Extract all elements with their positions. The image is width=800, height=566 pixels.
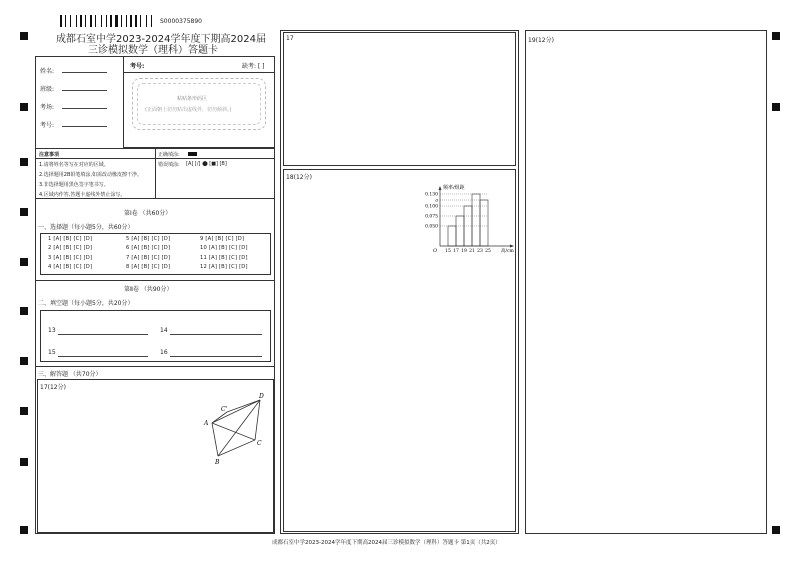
- section-3-title: 三、解答题 （共70分）: [38, 371, 102, 378]
- mc-question-7[interactable]: 7 [A] [B] [C] [D]: [126, 254, 171, 261]
- registration-mark: [20, 103, 28, 111]
- barcode-stripe: [80, 15, 82, 27]
- section-1-title: 第Ⅰ卷 （共60分）: [124, 210, 172, 217]
- histogram-bar: [480, 200, 488, 246]
- x-tick-label: 23: [477, 249, 483, 254]
- section-2-title: 第Ⅱ卷 （共90分）: [124, 286, 173, 293]
- barcode-stripe: [101, 15, 102, 27]
- q18-histogram: [400, 182, 518, 254]
- segment-AD: [212, 400, 260, 423]
- card-title-line1: 成都石室中学2023-2024学年度下期高2024届: [56, 34, 266, 45]
- x-tick-label: 15: [445, 249, 451, 254]
- barcode-number: S0000375890: [160, 18, 202, 25]
- registration-mark: [20, 158, 28, 166]
- name-label: 姓名:: [40, 68, 55, 75]
- histogram-bar: [448, 226, 456, 246]
- blank-13-field[interactable]: [58, 327, 148, 335]
- segment-AB: [212, 423, 218, 456]
- barcode-stripe: [95, 15, 96, 27]
- q17-figure: [200, 392, 272, 466]
- q19-label: 19(12分): [528, 37, 554, 44]
- histogram-bar: [472, 194, 480, 246]
- point-B-label: B: [215, 459, 220, 466]
- divider: [35, 198, 275, 199]
- histogram-bar: [456, 216, 464, 246]
- y-axis-arrow: [439, 186, 442, 190]
- y-tick-label: 0.050: [425, 224, 438, 230]
- divider: [35, 280, 275, 281]
- exam-number-label: 考号:: [130, 63, 145, 70]
- page-footer: 成都石室中学2023-2024学年度下期高2024届三诊模拟数学（理科）答题卡 第1页（共2页）: [272, 540, 501, 546]
- divider: [123, 72, 275, 73]
- mc-question-1[interactable]: 1 [A] [B] [C] [D]: [48, 236, 93, 242]
- mc-question-6[interactable]: 6 [A] [B] [C] [D]: [126, 245, 171, 252]
- mc-question-12[interactable]: 12 [A] [B] [C] [D]: [200, 263, 248, 270]
- correct-fill-sample: [188, 152, 197, 156]
- barcode-paste-inner: [137, 83, 261, 125]
- q18-label: 18(12分): [286, 174, 312, 181]
- wrong-fill-samples: [A] [/] ⬤ [■] [B]: [186, 161, 227, 167]
- note-item: 1.请将姓名等写在对应的区域。: [39, 162, 109, 168]
- barcode-stripe: [140, 15, 141, 27]
- note-item: 4.区域内作答,答题卡虚线外禁止涂写。: [39, 192, 126, 198]
- barcode-stripe: [115, 15, 118, 27]
- registration-mark: [20, 258, 28, 266]
- barcode-stripe: [121, 15, 122, 27]
- barcode-stripe: [60, 15, 62, 27]
- wrong-fill-label: 错误填涂:: [158, 162, 180, 168]
- barcode-stripe: [85, 15, 86, 27]
- divider: [155, 148, 156, 198]
- blank-16-field[interactable]: [170, 349, 262, 357]
- fill-title: 二、填空题（每小题5分，共20分）: [38, 300, 134, 307]
- name-field[interactable]: [62, 64, 107, 73]
- x-tick-label: 19: [461, 249, 467, 254]
- x-tick-label: 21: [469, 249, 475, 254]
- q17-continued-box[interactable]: [283, 32, 516, 166]
- room-label: 考场:: [40, 104, 55, 111]
- point-C-label: C: [257, 440, 262, 447]
- y-axis-label: 频率/组距: [443, 185, 465, 191]
- note-item: 2.选择题用2B铅笔填涂,如需改动橡皮擦干净。: [39, 172, 142, 178]
- mc-question-3[interactable]: 3 [A] [B] [C] [D]: [48, 254, 93, 261]
- class-field[interactable]: [62, 82, 107, 91]
- registration-mark: [20, 407, 28, 415]
- barcode-stripe: [130, 15, 132, 27]
- q17-label: 17(12分): [40, 384, 66, 391]
- barcode-stripe: [135, 15, 137, 27]
- registration-mark: [20, 208, 28, 216]
- x-tick-label: 25: [485, 249, 491, 254]
- blank-16-label: 16: [160, 349, 168, 356]
- card-title-line2: 三诊模拟数学（理科）答题卡: [88, 45, 218, 56]
- barcode-stripe: [151, 15, 152, 27]
- seat-label: 考号:: [40, 122, 55, 129]
- blank-14-field[interactable]: [170, 327, 262, 335]
- divider: [35, 366, 275, 367]
- q19-answer-box[interactable]: [525, 30, 767, 534]
- barcode-area-title: 粘贴条形码区: [177, 96, 208, 102]
- note-item: 3.非选择题用黑色签字笔书写。: [39, 182, 109, 188]
- point-D-label: D: [259, 393, 264, 400]
- seat-field[interactable]: [62, 118, 107, 127]
- blank-15-label: 15: [48, 349, 56, 356]
- barcode: [60, 15, 156, 27]
- barcode-area-note: (正面朝上切勿贴出虚线外，切勿倾斜。): [145, 107, 232, 113]
- x-axis-label: 高/cm: [501, 249, 514, 254]
- barcode-stripe: [70, 15, 71, 27]
- blank-13-label: 13: [48, 327, 56, 334]
- absent-checkbox[interactable]: 缺考: [ ]: [242, 63, 265, 70]
- correct-fill-label: 正确填涂:: [158, 152, 180, 158]
- registration-mark: [20, 357, 28, 365]
- registration-mark: [772, 103, 780, 111]
- registration-mark: [20, 458, 28, 466]
- segment-AC: [212, 423, 255, 440]
- barcode-stripe: [110, 15, 112, 27]
- y-tick-label: a: [435, 198, 438, 204]
- mc-question-10[interactable]: 10 [A] [B] [C] [D]: [200, 245, 248, 252]
- mc-question-5[interactable]: 5 [A] [B] [C] [D]: [126, 236, 171, 242]
- registration-mark: [20, 526, 28, 534]
- barcode-stripe: [146, 15, 147, 27]
- registration-mark: [20, 307, 28, 315]
- registration-mark: [772, 526, 780, 534]
- class-label: 班级:: [40, 86, 55, 93]
- registration-mark: [20, 32, 28, 40]
- blank-14-label: 14: [160, 327, 168, 334]
- point-A-label: A: [204, 420, 209, 427]
- mc-title: 一、选择题（每小题5分，共60分）: [38, 224, 134, 231]
- barcode-paste-area: [132, 78, 266, 130]
- barcode-stripe: [126, 15, 127, 27]
- mc-question-9[interactable]: 9 [A] [B] [C] [D]: [200, 236, 245, 242]
- y-tick-label: 0.130: [425, 192, 438, 198]
- origin-label: O: [433, 248, 438, 254]
- y-tick-label: 0.075: [425, 214, 438, 220]
- barcode-stripe: [76, 15, 77, 27]
- mc-question-8[interactable]: 8 [A] [B] [C] [D]: [126, 263, 171, 270]
- barcode-stripe: [106, 15, 107, 27]
- mc-question-2[interactable]: 2 [A] [B] [C] [D]: [48, 245, 93, 252]
- barcode-stripe: [65, 15, 66, 27]
- x-axis-arrow: [510, 245, 514, 248]
- segment-AC1: [212, 412, 227, 423]
- q17-continued-label: 17: [286, 35, 294, 42]
- blank-15-field[interactable]: [58, 349, 148, 357]
- notes-title: 注意事项: [39, 152, 60, 158]
- barcode-stripe: [90, 15, 92, 27]
- room-field[interactable]: [62, 100, 107, 109]
- mc-question-4[interactable]: 4 [A] [B] [C] [D]: [48, 263, 93, 270]
- y-tick-label: 0.100: [425, 204, 438, 210]
- registration-mark: [772, 32, 780, 40]
- point-C1-label: C': [221, 406, 228, 413]
- mc-question-11[interactable]: 11 [A] [B] [C] [D]: [200, 254, 248, 261]
- x-tick-label: 17: [453, 249, 459, 254]
